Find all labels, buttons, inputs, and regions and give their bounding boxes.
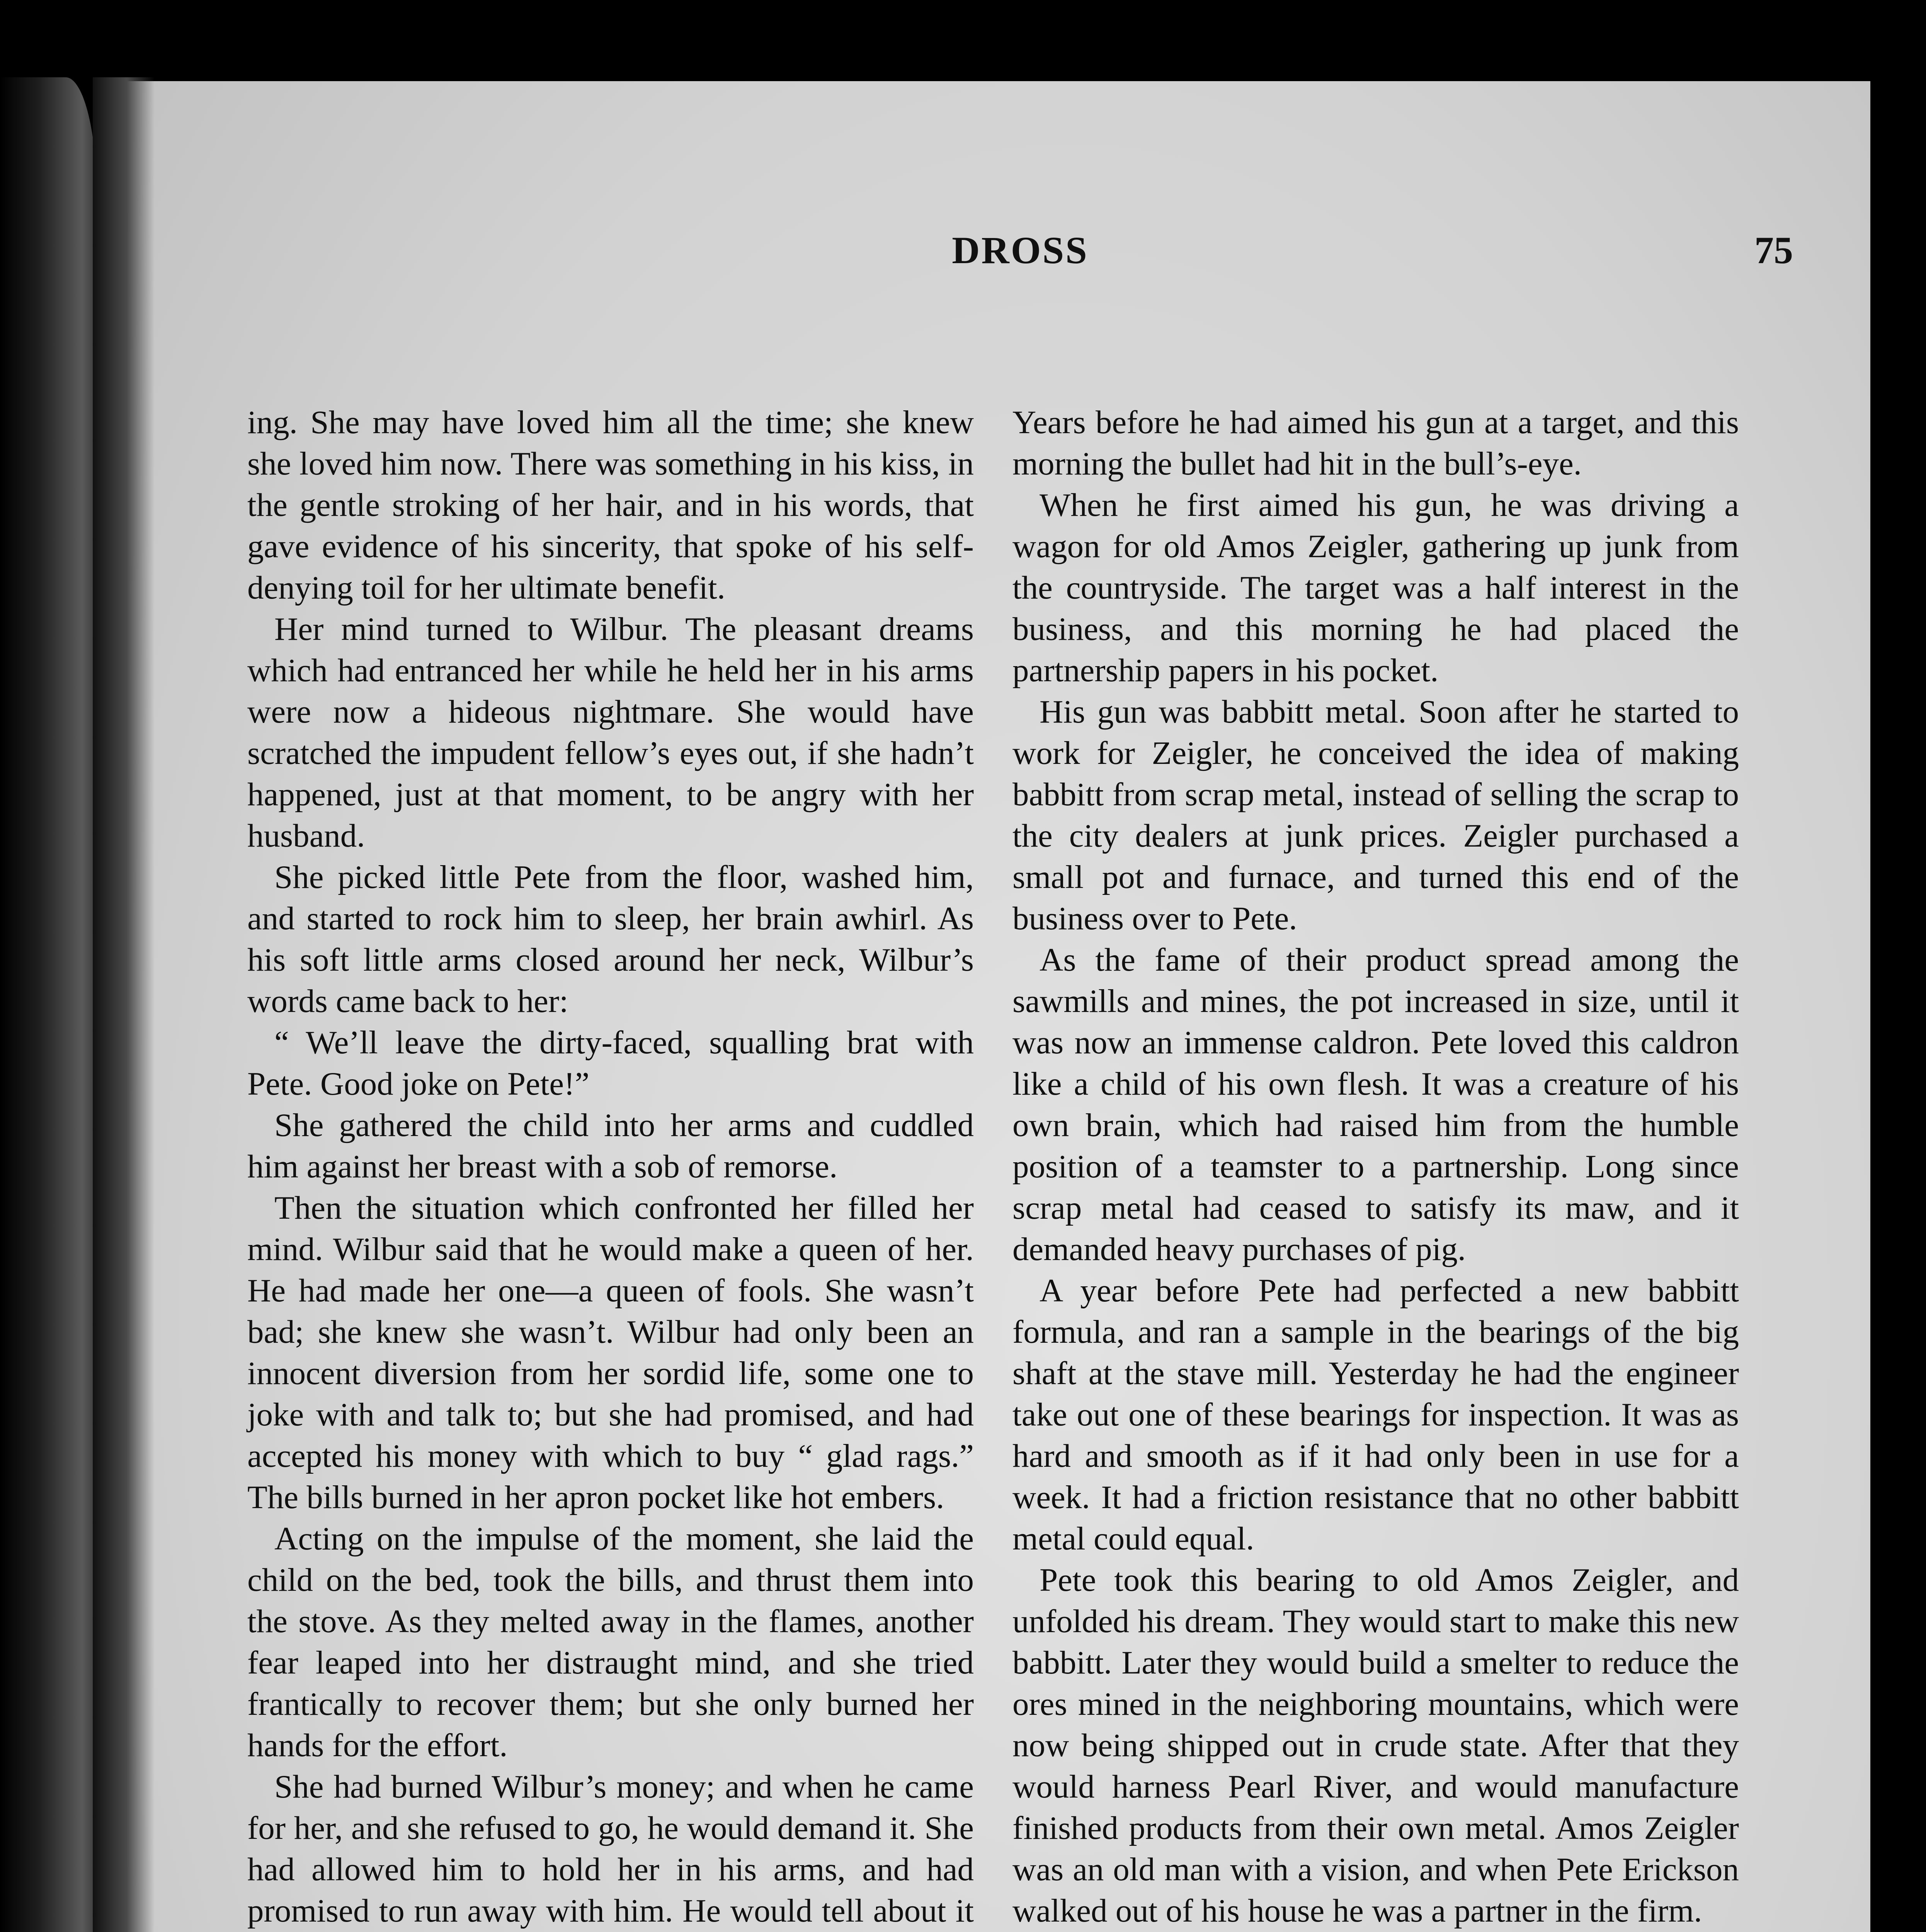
paragraph: As the fame of their product spread among the sawmills and mines, the pot increased in size, until it was now an immense caldron. Pete loved this caldron like a child of his own flesh. It was a creature of his own brain, which had raised him from the humble position of a teamster to a partnership. Long since scrap metal had ceased to satisfy its maw, and it demanded heavy purchases of pig. — [1012, 942, 1739, 1267]
paragraph: Acting on the impulse of the moment, she laid the child on the bed, took the bills, and thrust them into the stove. As they melted away in the flames, another fear leaped into her distraught mind, and she tried frantically to recover them; but she only burned her hands for the effort. — [247, 1520, 974, 1764]
paragraph: When he first aimed his gun, he was driving a wagon for old Amos Zeigler, gathering up junk from the countryside. The target was a half interest in the business, and this morning he had placed the partnership papers in his pocket. — [1012, 487, 1739, 689]
previous-page-edge — [0, 77, 97, 1932]
text-column-right — [1012, 402, 1739, 1932]
paragraph: She had burned Wilbur’s money; and when he came for her, and she refused to go, he would demand it. She had allowed him to hold her in his arms, and had promised to run away with him. He would tell about it — [247, 1769, 974, 1929]
paragraph: Pete took this bearing to old Amos Zeigler, and unfolded his dream. They would start to make this new babbitt. Later they would build a smelter to reduce the ores mined in the neighboring mountains, which were now being shipped out in crude state. After that they would harness Pearl River, and would manufacture finished products from their own metal. Amos Zeigler was an old man with a vision, and when Pete Erickson walked out of his house he was a partner in the firm. — [1012, 1562, 1739, 1929]
paragraph: “ We’ll leave the dirty-faced, squalling brat with Pete. Good joke on Pete!” — [247, 1024, 974, 1102]
page-number: 75 — [1754, 229, 1793, 272]
gutter-shadow — [93, 77, 155, 1932]
running-head: DROSS — [952, 229, 1089, 272]
paragraph: She picked little Pete from the floor, washed him, and started to rock him to sleep, her brain awhirl. As his soft little arms closed around her neck, Wilbur’s words came back to her: — [247, 859, 974, 1019]
paragraph: Then the situation which confronted her filled her mind. Wilbur said that he would make a queen of her. He had made her one—a queen of fools. She wasn’t bad; she knew she wasn’t. Wilbur had only been an innocent diversion from her sordid life, some one to joke with and talk to; but she had promised, and had accepted his money with which to buy “ glad rags.” The bills burned in her apron pocket like hot embers. — [247, 1190, 974, 1515]
paragraph: Years before he had aimed his gun at a target, and this morning the bullet had hit in the bull’s-eye. — [1012, 404, 1739, 482]
text-column-left — [247, 402, 974, 1932]
paragraph: ing. She may have loved him all the time; she knew she loved him now. There was something in his kiss, in the gentle stroking of her hair, and in his words, that gave evidence of his sincerity, that spoke of his self-denying toil for her ultimate benefit. — [247, 404, 974, 606]
paragraph: She gathered the child into her arms and cuddled him against her breast with a sob of remorse. — [247, 1107, 974, 1185]
book-page — [97, 81, 1870, 1932]
page-header — [247, 228, 1793, 313]
paragraph: His gun was babbitt metal. Soon after he started to work for Zeigler, he conceived the idea of making babbitt from scrap metal, instead of selling the scrap to the city dealers at junk prices. Zeigler purchased a small pot and furnace, and turned this end of the business over to Pete. — [1012, 694, 1739, 937]
paragraph: A year before Pete had perfected a new babbitt formula, and ran a sample in the bearings of the big shaft at the stave mill. Yesterday he had the engineer take out one of these bearings for inspection. It was as hard and smooth as if it had only been in use for a week. It had a friction resistance that no other babbitt metal could equal. — [1012, 1272, 1739, 1557]
paragraph: Her mind turned to Wilbur. The pleasant dreams which had entranced her while he held her in his arms were now a hideous nightmare. She would have scratched the impudent fellow’s eyes out, if she hadn’t happened, just at that moment, to be angry with her husband. — [247, 611, 974, 854]
